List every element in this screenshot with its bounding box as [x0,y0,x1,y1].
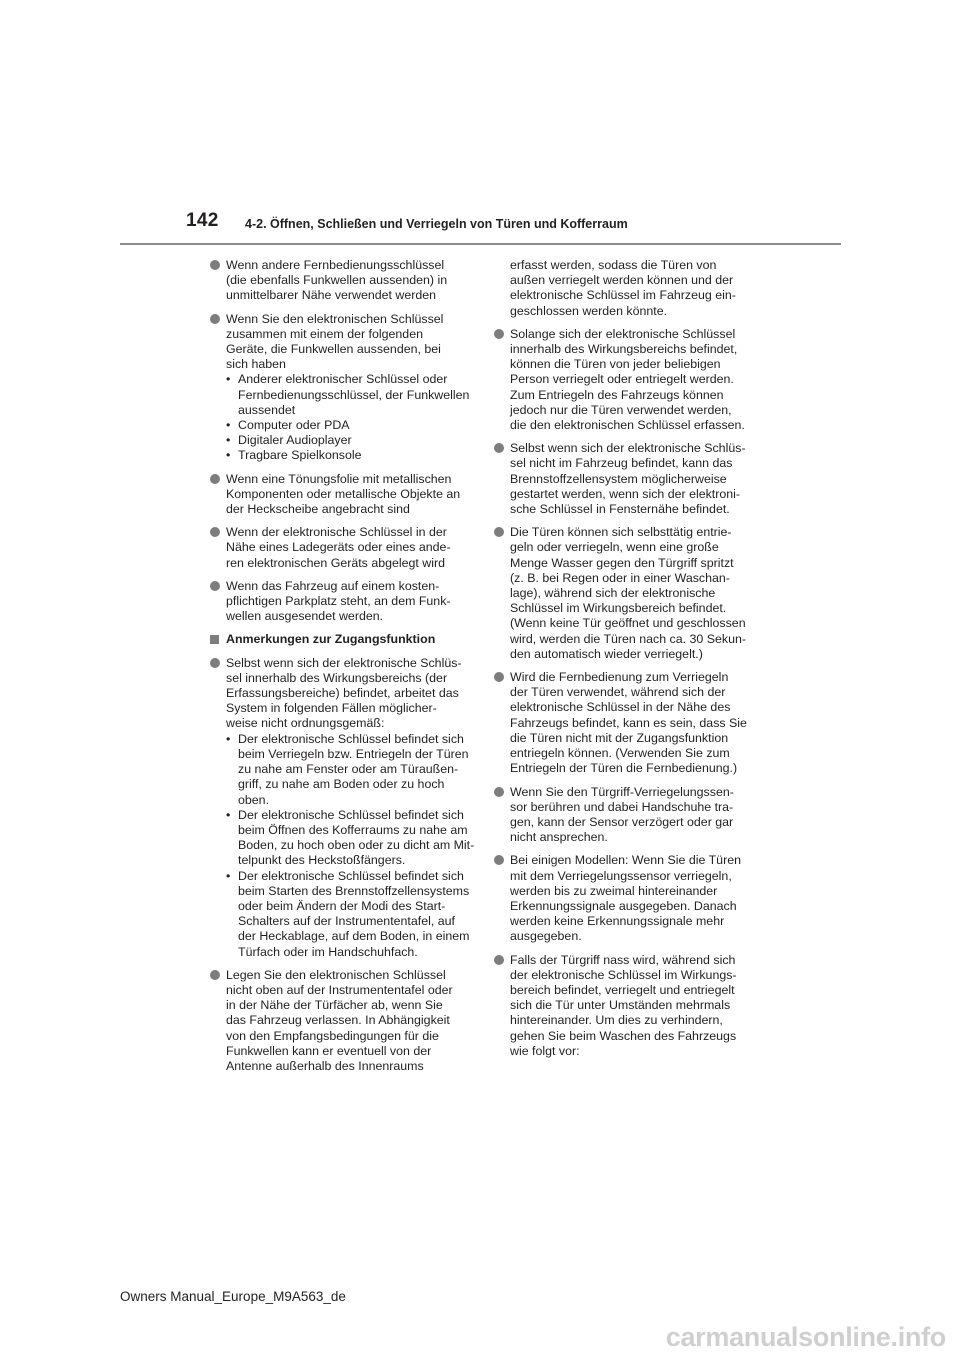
text-line: Legen Sie den elektronischen Schlüssel [226,967,446,982]
text-line: geschlossen werden könnte. [510,303,668,318]
text-line: Wird die Fernbedienung zum Verriegeln [510,670,729,685]
text-line: beim Verriegeln bzw. Entriegeln der Türen [238,746,469,761]
text-line: weise nicht ordnungsgemäß: [226,716,385,731]
sub-list-item [226,807,475,869]
dot-bullet-icon: • [226,372,231,387]
text-line: oder beim Ändern der Modi des Start- [238,898,446,913]
text-line: Der elektronische Schlüssel befindet sich [238,868,464,883]
page-number: 142 [186,210,219,231]
square-bullet-icon [210,635,219,644]
text-line: bereich befindet, verriegelt und entriegelt [510,982,735,997]
text-line: Geräte, die Funkwellen aussenden, bei [226,342,441,357]
text-line: geln oder verriegeln, wenn eine große [510,540,719,555]
dot-bullet-icon: • [226,731,231,746]
circle-bullet-icon [210,970,220,980]
text-line: unmittelbarer Nähe verwendet werden [226,288,437,303]
text-line: Schalters auf der Instrumententafel, auf [238,914,455,929]
text-line: können die Türen von jeder beliebigen [510,357,721,372]
sub-list-item [226,868,470,960]
text-line: die den elektronischen Schlüssel erfassen. [510,418,745,433]
text-line: Wenn andere Fernbedienungsschlüssel [226,258,445,272]
text-line: der elektronische Schlüssel im Wirkungs- [510,967,737,982]
circle-bullet-icon [210,527,220,537]
text-line: Komponenten oder metallische Objekte an [226,486,461,501]
text-line: sor berühren und dabei Handschuhe tra- [510,799,734,814]
text-line: Wenn das Fahrzeug auf einem kosten- [226,578,440,593]
text-line: Boden, zu hoch oben oder zu dicht am Mit- [238,838,475,853]
right-column [493,258,748,1067]
text-line: Bei einigen Modellen: Wenn Sie die Türen [510,853,741,868]
text-line: Person verriegelt oder entriegelt werden. [510,372,734,387]
text-line: Schlüssel im Wirkungsbereich befindet. [510,601,727,616]
text-line: entriegeln können. (Verwenden Sie zum [510,746,730,761]
bullet-item [209,258,464,304]
sub-list-item [226,372,470,418]
bullet-item [493,853,748,944]
text-line: Antenne außerhalb des Innenraums [226,1058,424,1073]
text-line: werden keine Erkennungssignale mehr [510,914,725,929]
text-line: pflichtigen Parkplatz steht, an dem Funk- [226,594,451,609]
text-line: beim Öffnen des Kofferraums zu nahe am [238,822,468,837]
text-line: jedoch nur die Türen verwendet werden, [510,402,732,417]
circle-bullet-icon [210,581,220,591]
dot-bullet-icon: • [226,433,231,448]
text-line: Wenn eine Tönungsfolie mit metallischen [226,471,452,486]
text-line: Anmerkungen zur Zugangsfunktion [226,632,436,647]
text-line: sel nicht im Fahrzeug befindet, kann das [510,456,733,471]
bullet-item [493,441,748,517]
text-line: hintereinander. Um dies zu verhindern, [510,1013,723,1028]
text-line: Tragbare Spielkonsole [238,448,362,463]
text-line: wie folgt vor: [510,1043,580,1058]
text-line: Erfassungsbereiche) befindet, arbeitet das [226,686,459,701]
circle-bullet-icon [494,855,504,865]
continued-paragraph [493,258,748,319]
watermark: carmanualsonline.info [665,1322,946,1352]
text-line: Die Türen können sich selbsttätig entrie- [510,525,732,540]
text-line: Computer oder PDA [238,418,350,433]
text-line: (die ebenfalls Funkwellen aussenden) in [226,273,448,288]
circle-bullet-icon [494,672,504,682]
text-line: die Türen nicht mit der Zugangsfunktion [510,730,729,745]
bullet-item [209,525,464,571]
text-line: sche Schlüssel in Fensternähe befindet. [510,502,730,517]
section-title: 4-2. Öffnen, Schließen und Verriegeln von Türen und Kofferraum [245,217,628,231]
text-line: erfasst werden, sodass die Türen von [510,258,717,272]
sub-list-item [226,448,464,463]
bullet-item [209,311,470,464]
text-line: Funkwellen kann er eventuell von der [226,1043,432,1058]
text-line: Menge Wasser gegen den Türgriff spritzt [510,555,734,570]
text-line: Der elektronische Schlüssel befindet sich [238,807,464,822]
circle-bullet-icon [210,314,220,324]
dot-bullet-icon: • [226,448,231,463]
text-line: den automatisch wieder verriegelt.) [510,646,703,661]
bullet-item [493,785,748,846]
text-line: Türfach oder im Handschuhfach. [238,944,418,959]
text-line: (z. B. bei Regen oder in einer Waschan- [510,570,730,585]
text-line: Brennstoffzellensystem möglicherweise [510,471,727,486]
bullet-item [209,472,464,518]
text-line: wird, werden die Türen nach ca. 30 Sekun- [510,631,747,646]
sub-list-item [226,731,469,808]
text-line: lage), während sich der elektronische [510,586,716,601]
text-line: (Wenn keine Tür geöffnet und geschlossen [510,616,746,631]
text-line: griff, zu nahe am Boden oder zu hoch [238,777,445,792]
circle-bullet-icon [494,527,504,537]
bullet-item [209,655,475,960]
text-line: sich haben [226,357,286,372]
bullet-item [209,968,464,1074]
text-line: von den Empfangsbedingungen für die [226,1028,439,1043]
dot-bullet-icon: • [226,807,231,822]
circle-bullet-icon [210,260,220,270]
text-line: Erkennungssignale ausgegeben. Danach [510,898,737,913]
text-line: Entriegeln der Türen die Fernbedienung.) [510,761,738,776]
text-line: wellen ausgesendet werden. [226,609,384,624]
text-line: sel innerhalb des Wirkungsbereichs (der [226,670,448,685]
bullet-item [209,579,464,625]
bullet-item [493,953,748,1059]
text-line: aussendet [238,402,296,417]
text-line: sich die Tür unter Umständen mehrmals [510,998,731,1013]
text-line: Selbst wenn sich der elektronische Schlüs- [510,441,746,456]
text-line: gen, kann der Sensor verzögert oder gar [510,814,734,829]
text-line: gehen Sie beim Waschen des Fahrzeugs [510,1028,737,1043]
circle-bullet-icon [494,443,504,453]
text-line: nicht oben auf der Instrumententafel oder [226,982,453,997]
bullet-item [493,525,748,662]
text-line: Zum Entriegeln des Fahrzeugs können [510,387,724,402]
text-line: Anderer elektronischer Schlüssel oder [238,372,448,387]
sub-list-item [226,418,464,433]
section-heading [209,632,464,647]
text-line: mit dem Verriegelungssensor verriegeln, [510,868,732,883]
text-line: Nähe eines Ladegeräts oder eines ande- [226,540,451,555]
text-line: oben. [238,792,270,807]
text-line: ren elektronischen Geräts abgelegt wird [226,555,446,570]
text-line: gestartet werden, wenn sich der elektroni- [510,486,741,501]
text-line: Solange sich der elektronische Schlüssel [510,326,736,341]
text-line: elektronische Schlüssel im Fahrzeug ein- [510,288,736,303]
text-line: Fernbedienungsschlüssel, der Funkwellen [238,387,470,402]
text-line: beim Starten des Brennstoffzellensystems [238,883,470,898]
text-line: der Heckscheibe angebracht sind [226,502,410,517]
text-line: Falls der Türgriff nass wird, während sich [510,952,736,967]
text-line: zusammen mit einem der folgenden [226,326,423,341]
dot-bullet-icon: • [226,868,231,883]
text-line: ausgegeben. [510,929,582,944]
text-line: der Türen verwendet, während sich der [510,685,726,700]
text-line: das Fahrzeug verlassen. In Abhängigkeit [226,1013,450,1028]
circle-bullet-icon [210,658,220,668]
sub-list-item [226,433,464,448]
text-line: zu nahe am Fenster oder am Türaußen- [238,762,459,777]
text-line: in der Nähe der Türfächer ab, wenn Sie [226,998,443,1013]
text-line: telpunkt des Heckstoßfängers. [238,853,406,868]
text-line: System in folgenden Fällen möglicher- [226,701,437,716]
text-line: elektronische Schlüssel in der Nähe des [510,700,731,715]
text-line: nicht ansprechen. [510,830,608,845]
footer-document-id: Owners Manual_Europe_M9A563_de [120,1289,346,1304]
circle-bullet-icon [494,329,504,339]
circle-bullet-icon [494,787,504,797]
text-line: Fahrzeugs befindet, kann es sein, dass Sie [510,715,747,730]
header-divider [120,243,841,245]
text-line: innerhalb des Wirkungsbereichs befindet, [510,342,738,357]
circle-bullet-icon [210,474,220,484]
text-line: Digitaler Audioplayer [238,433,352,448]
dot-bullet-icon: • [226,418,231,433]
text-line: Selbst wenn sich der elektronische Schlüs- [226,655,462,670]
text-line: Wenn der elektronische Schlüssel in der [226,525,447,540]
left-column [209,258,475,1082]
bullet-item [493,327,748,433]
text-line: der Heckablage, auf dem Boden, in einem [238,929,470,944]
text-line: außen verriegelt werden können und der [510,273,734,288]
text-line: Wenn Sie den elektronischen Schlüssel [226,311,444,326]
circle-bullet-icon [494,955,504,965]
text-line: werden bis zu zweimal hintereinander [510,883,718,898]
text-line: Der elektronische Schlüssel befindet sich [238,731,464,746]
bullet-item [493,670,748,776]
text-line: Wenn Sie den Türgriff-Verriegelungssen- [510,784,734,799]
